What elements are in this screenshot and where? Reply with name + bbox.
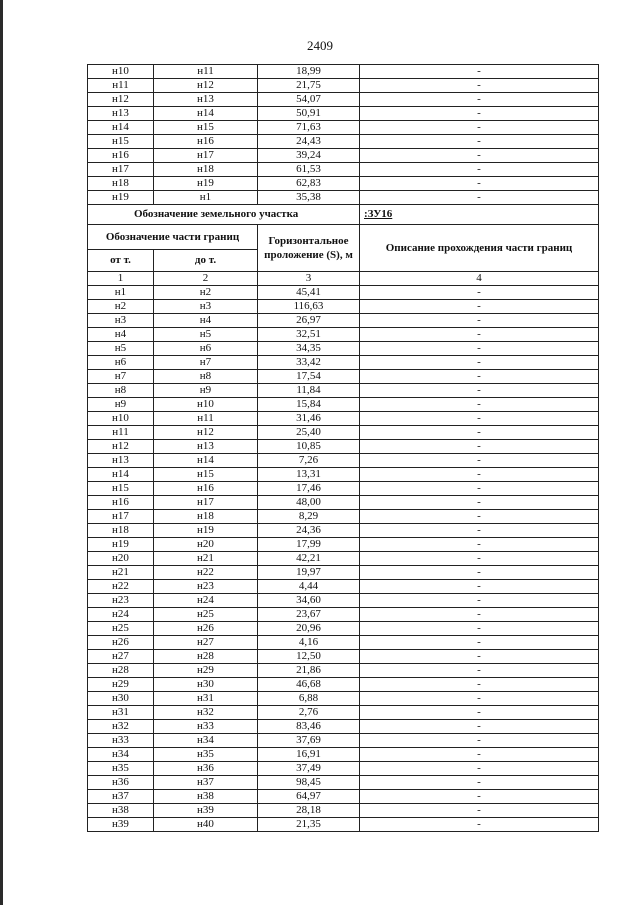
header-block bbox=[88, 205, 599, 286]
table-row bbox=[88, 636, 599, 650]
description-cell: - bbox=[360, 650, 599, 664]
to-point-cell: н1 bbox=[154, 191, 258, 205]
table-row bbox=[88, 135, 599, 149]
from-point-cell: н23 bbox=[88, 594, 154, 608]
header-horizontal: Горизонтальное проложение (S), м bbox=[258, 225, 360, 272]
table-row bbox=[88, 496, 599, 510]
horizontal-distance-cell: 21,86 bbox=[258, 664, 360, 678]
description-cell: - bbox=[360, 608, 599, 622]
to-point-cell: н7 bbox=[154, 356, 258, 370]
from-point-cell: н36 bbox=[88, 776, 154, 790]
from-point-cell: н19 bbox=[88, 538, 154, 552]
table-row bbox=[88, 177, 599, 191]
table-row bbox=[88, 692, 599, 706]
to-point-cell: н27 bbox=[154, 636, 258, 650]
table-row bbox=[88, 580, 599, 594]
from-point-cell: н26 bbox=[88, 636, 154, 650]
table-row bbox=[88, 191, 599, 205]
description-cell: - bbox=[360, 776, 599, 790]
from-point-cell: н8 bbox=[88, 384, 154, 398]
to-point-cell: н13 bbox=[154, 93, 258, 107]
parcel-label: Обозначение земельного участка bbox=[88, 205, 360, 225]
to-point-cell: н12 bbox=[154, 79, 258, 93]
table-row bbox=[88, 706, 599, 720]
table-row bbox=[88, 776, 599, 790]
horizontal-distance-cell: 62,83 bbox=[258, 177, 360, 191]
table-row bbox=[88, 762, 599, 776]
to-point-cell: н23 bbox=[154, 580, 258, 594]
table-row bbox=[88, 804, 599, 818]
boundary-table bbox=[87, 64, 599, 832]
table-row bbox=[88, 678, 599, 692]
horizontal-distance-cell: 61,53 bbox=[258, 163, 360, 177]
horizontal-distance-cell: 12,50 bbox=[258, 650, 360, 664]
to-point-cell: н39 bbox=[154, 804, 258, 818]
horizontal-distance-cell: 17,46 bbox=[258, 482, 360, 496]
description-cell: - bbox=[360, 580, 599, 594]
horizontal-distance-cell: 15,84 bbox=[258, 398, 360, 412]
horizontal-distance-cell: 8,29 bbox=[258, 510, 360, 524]
horizontal-distance-cell: 25,40 bbox=[258, 426, 360, 440]
from-point-cell: н6 bbox=[88, 356, 154, 370]
to-point-cell: н8 bbox=[154, 370, 258, 384]
from-point-cell: н24 bbox=[88, 608, 154, 622]
from-point-cell: н15 bbox=[88, 482, 154, 496]
to-point-cell: н10 bbox=[154, 398, 258, 412]
table-row bbox=[88, 107, 599, 121]
to-point-cell: н33 bbox=[154, 720, 258, 734]
table-row bbox=[88, 622, 599, 636]
description-cell: - bbox=[360, 496, 599, 510]
description-cell: - bbox=[360, 524, 599, 538]
table-row bbox=[88, 468, 599, 482]
from-point-cell: н22 bbox=[88, 580, 154, 594]
to-point-cell: н18 bbox=[154, 510, 258, 524]
horizontal-distance-cell: 20,96 bbox=[258, 622, 360, 636]
table-row bbox=[88, 748, 599, 762]
table-row bbox=[88, 566, 599, 580]
description-cell: - bbox=[360, 314, 599, 328]
from-point-cell: н17 bbox=[88, 163, 154, 177]
horizontal-distance-cell: 24,43 bbox=[258, 135, 360, 149]
to-point-cell: н32 bbox=[154, 706, 258, 720]
main-rows bbox=[88, 286, 599, 832]
table-row bbox=[88, 163, 599, 177]
horizontal-distance-cell: 48,00 bbox=[258, 496, 360, 510]
from-point-cell: н29 bbox=[88, 678, 154, 692]
from-point-cell: н3 bbox=[88, 314, 154, 328]
description-cell: - bbox=[360, 678, 599, 692]
horizontal-distance-cell: 116,63 bbox=[258, 300, 360, 314]
scan-left-edge bbox=[0, 0, 3, 905]
top-rows bbox=[88, 65, 599, 205]
horizontal-distance-cell: 21,35 bbox=[258, 818, 360, 832]
description-cell: - bbox=[360, 384, 599, 398]
description-cell: - bbox=[360, 790, 599, 804]
table-row bbox=[88, 650, 599, 664]
description-cell: - bbox=[360, 65, 599, 79]
table-row bbox=[88, 79, 599, 93]
header-part-boundaries: Обозначение части границ bbox=[88, 225, 258, 250]
table-row bbox=[88, 440, 599, 454]
horizontal-distance-cell: 23,67 bbox=[258, 608, 360, 622]
table-row bbox=[88, 384, 599, 398]
description-cell: - bbox=[360, 552, 599, 566]
from-point-cell: н11 bbox=[88, 79, 154, 93]
from-point-cell: н10 bbox=[88, 412, 154, 426]
from-point-cell: н20 bbox=[88, 552, 154, 566]
horizontal-distance-cell: 6,88 bbox=[258, 692, 360, 706]
table-row bbox=[88, 356, 599, 370]
from-point-cell: н4 bbox=[88, 328, 154, 342]
to-point-cell: н14 bbox=[154, 107, 258, 121]
description-cell: - bbox=[360, 342, 599, 356]
to-point-cell: н29 bbox=[154, 664, 258, 678]
to-point-cell: н19 bbox=[154, 524, 258, 538]
horizontal-distance-cell: 37,69 bbox=[258, 734, 360, 748]
to-point-cell: н16 bbox=[154, 135, 258, 149]
horizontal-distance-cell: 54,07 bbox=[258, 93, 360, 107]
description-cell: - bbox=[360, 720, 599, 734]
horizontal-distance-cell: 98,45 bbox=[258, 776, 360, 790]
horizontal-distance-cell: 4,16 bbox=[258, 636, 360, 650]
horizontal-distance-cell: 13,31 bbox=[258, 468, 360, 482]
to-point-cell: н15 bbox=[154, 121, 258, 135]
from-point-cell: н28 bbox=[88, 664, 154, 678]
from-point-cell: н16 bbox=[88, 149, 154, 163]
horizontal-distance-cell: 28,18 bbox=[258, 804, 360, 818]
description-cell: - bbox=[360, 440, 599, 454]
from-point-cell: н19 bbox=[88, 191, 154, 205]
description-cell: - bbox=[360, 121, 599, 135]
table-row bbox=[88, 65, 599, 79]
to-point-cell: н2 bbox=[154, 286, 258, 300]
table-row bbox=[88, 594, 599, 608]
table-row bbox=[88, 328, 599, 342]
header-row-1 bbox=[88, 225, 599, 250]
table-row bbox=[88, 370, 599, 384]
to-point-cell: н40 bbox=[154, 818, 258, 832]
column-number-row bbox=[88, 272, 599, 286]
to-point-cell: н17 bbox=[154, 496, 258, 510]
from-point-cell: н14 bbox=[88, 468, 154, 482]
to-point-cell: н21 bbox=[154, 552, 258, 566]
to-point-cell: н24 bbox=[154, 594, 258, 608]
from-point-cell: н7 bbox=[88, 370, 154, 384]
description-cell: - bbox=[360, 622, 599, 636]
table-row bbox=[88, 510, 599, 524]
description-cell: - bbox=[360, 538, 599, 552]
to-point-cell: н18 bbox=[154, 163, 258, 177]
from-point-cell: н5 bbox=[88, 342, 154, 356]
description-cell: - bbox=[360, 692, 599, 706]
description-cell: - bbox=[360, 426, 599, 440]
description-cell: - bbox=[360, 107, 599, 121]
to-point-cell: н3 bbox=[154, 300, 258, 314]
horizontal-distance-cell: 7,26 bbox=[258, 454, 360, 468]
to-point-cell: н36 bbox=[154, 762, 258, 776]
from-point-cell: н30 bbox=[88, 692, 154, 706]
horizontal-distance-cell: 34,60 bbox=[258, 594, 360, 608]
parcel-row bbox=[88, 205, 599, 225]
horizontal-distance-cell: 34,35 bbox=[258, 342, 360, 356]
to-point-cell: н16 bbox=[154, 482, 258, 496]
header-description: Описание прохождения части границ bbox=[360, 225, 599, 272]
column-number: 4 bbox=[360, 272, 599, 286]
parcel-value: :ЗУ16 bbox=[360, 205, 599, 225]
page-number: 2409 bbox=[307, 38, 333, 53]
description-cell: - bbox=[360, 412, 599, 426]
description-cell: - bbox=[360, 636, 599, 650]
to-point-cell: н5 bbox=[154, 328, 258, 342]
table-row bbox=[88, 342, 599, 356]
table-row bbox=[88, 93, 599, 107]
table-row bbox=[88, 300, 599, 314]
from-point-cell: н25 bbox=[88, 622, 154, 636]
to-point-cell: н9 bbox=[154, 384, 258, 398]
description-cell: - bbox=[360, 664, 599, 678]
to-point-cell: н15 bbox=[154, 468, 258, 482]
description-cell: - bbox=[360, 734, 599, 748]
from-point-cell: н12 bbox=[88, 93, 154, 107]
from-point-cell: н39 bbox=[88, 818, 154, 832]
from-point-cell: н37 bbox=[88, 790, 154, 804]
table-row bbox=[88, 608, 599, 622]
table-row bbox=[88, 398, 599, 412]
to-point-cell: н11 bbox=[154, 412, 258, 426]
horizontal-distance-cell: 46,68 bbox=[258, 678, 360, 692]
to-point-cell: н6 bbox=[154, 342, 258, 356]
horizontal-distance-cell: 16,91 bbox=[258, 748, 360, 762]
to-point-cell: н12 bbox=[154, 426, 258, 440]
description-cell: - bbox=[360, 482, 599, 496]
from-point-cell: н33 bbox=[88, 734, 154, 748]
description-cell: - bbox=[360, 79, 599, 93]
description-cell: - bbox=[360, 818, 599, 832]
table-row bbox=[88, 524, 599, 538]
table-row bbox=[88, 426, 599, 440]
from-point-cell: н13 bbox=[88, 107, 154, 121]
description-cell: - bbox=[360, 706, 599, 720]
table-row bbox=[88, 664, 599, 678]
horizontal-distance-cell: 18,99 bbox=[258, 65, 360, 79]
from-point-cell: н9 bbox=[88, 398, 154, 412]
from-point-cell: н14 bbox=[88, 121, 154, 135]
to-point-cell: н22 bbox=[154, 566, 258, 580]
table-row bbox=[88, 314, 599, 328]
table-row bbox=[88, 412, 599, 426]
from-point-cell: н13 bbox=[88, 454, 154, 468]
to-point-cell: н14 bbox=[154, 454, 258, 468]
description-cell: - bbox=[360, 468, 599, 482]
horizontal-distance-cell: 37,49 bbox=[258, 762, 360, 776]
horizontal-distance-cell: 17,99 bbox=[258, 538, 360, 552]
horizontal-distance-cell: 42,21 bbox=[258, 552, 360, 566]
from-point-cell: н18 bbox=[88, 524, 154, 538]
description-cell: - bbox=[360, 370, 599, 384]
description-cell: - bbox=[360, 594, 599, 608]
to-point-cell: н35 bbox=[154, 748, 258, 762]
table-row bbox=[88, 552, 599, 566]
description-cell: - bbox=[360, 328, 599, 342]
description-cell: - bbox=[360, 149, 599, 163]
from-point-cell: н2 bbox=[88, 300, 154, 314]
from-point-cell: н21 bbox=[88, 566, 154, 580]
from-point-cell: н27 bbox=[88, 650, 154, 664]
to-point-cell: н31 bbox=[154, 692, 258, 706]
horizontal-distance-cell: 50,91 bbox=[258, 107, 360, 121]
description-cell: - bbox=[360, 163, 599, 177]
horizontal-distance-cell: 64,97 bbox=[258, 790, 360, 804]
description-cell: - bbox=[360, 398, 599, 412]
from-point-cell: н18 bbox=[88, 177, 154, 191]
description-cell: - bbox=[360, 300, 599, 314]
horizontal-distance-cell: 11,84 bbox=[258, 384, 360, 398]
horizontal-distance-cell: 2,76 bbox=[258, 706, 360, 720]
from-point-cell: н11 bbox=[88, 426, 154, 440]
to-point-cell: н4 bbox=[154, 314, 258, 328]
description-cell: - bbox=[360, 748, 599, 762]
from-point-cell: н17 bbox=[88, 510, 154, 524]
from-point-cell: н32 bbox=[88, 720, 154, 734]
description-cell: - bbox=[360, 762, 599, 776]
table-row bbox=[88, 790, 599, 804]
table-row bbox=[88, 482, 599, 496]
from-point-cell: н31 bbox=[88, 706, 154, 720]
table-row bbox=[88, 454, 599, 468]
to-point-cell: н19 bbox=[154, 177, 258, 191]
table-row bbox=[88, 538, 599, 552]
header-from: от т. bbox=[88, 250, 154, 272]
from-point-cell: н10 bbox=[88, 65, 154, 79]
horizontal-distance-cell: 10,85 bbox=[258, 440, 360, 454]
description-cell: - bbox=[360, 356, 599, 370]
to-point-cell: н25 bbox=[154, 608, 258, 622]
horizontal-distance-cell: 39,24 bbox=[258, 149, 360, 163]
to-point-cell: н38 bbox=[154, 790, 258, 804]
table-row bbox=[88, 149, 599, 163]
horizontal-distance-cell: 4,44 bbox=[258, 580, 360, 594]
to-point-cell: н28 bbox=[154, 650, 258, 664]
to-point-cell: н13 bbox=[154, 440, 258, 454]
horizontal-distance-cell: 31,46 bbox=[258, 412, 360, 426]
from-point-cell: н16 bbox=[88, 496, 154, 510]
from-point-cell: н34 bbox=[88, 748, 154, 762]
from-point-cell: н15 bbox=[88, 135, 154, 149]
to-point-cell: н11 bbox=[154, 65, 258, 79]
description-cell: - bbox=[360, 804, 599, 818]
table-row bbox=[88, 818, 599, 832]
description-cell: - bbox=[360, 135, 599, 149]
table-row bbox=[88, 286, 599, 300]
horizontal-distance-cell: 33,42 bbox=[258, 356, 360, 370]
column-number: 2 bbox=[154, 272, 258, 286]
to-point-cell: н26 bbox=[154, 622, 258, 636]
horizontal-distance-cell: 26,97 bbox=[258, 314, 360, 328]
to-point-cell: н20 bbox=[154, 538, 258, 552]
horizontal-distance-cell: 19,97 bbox=[258, 566, 360, 580]
header-to: до т. bbox=[154, 250, 258, 272]
horizontal-distance-cell: 71,63 bbox=[258, 121, 360, 135]
description-cell: - bbox=[360, 177, 599, 191]
description-cell: - bbox=[360, 454, 599, 468]
from-point-cell: н12 bbox=[88, 440, 154, 454]
from-point-cell: н35 bbox=[88, 762, 154, 776]
description-cell: - bbox=[360, 510, 599, 524]
table-row bbox=[88, 121, 599, 135]
horizontal-distance-cell: 32,51 bbox=[258, 328, 360, 342]
horizontal-distance-cell: 24,36 bbox=[258, 524, 360, 538]
to-point-cell: н34 bbox=[154, 734, 258, 748]
horizontal-distance-cell: 83,46 bbox=[258, 720, 360, 734]
horizontal-distance-cell: 21,75 bbox=[258, 79, 360, 93]
horizontal-distance-cell: 17,54 bbox=[258, 370, 360, 384]
from-point-cell: н38 bbox=[88, 804, 154, 818]
table-row bbox=[88, 734, 599, 748]
description-cell: - bbox=[360, 566, 599, 580]
column-number: 1 bbox=[88, 272, 154, 286]
column-number: 3 bbox=[258, 272, 360, 286]
table-row bbox=[88, 720, 599, 734]
description-cell: - bbox=[360, 93, 599, 107]
to-point-cell: н37 bbox=[154, 776, 258, 790]
description-cell: - bbox=[360, 286, 599, 300]
horizontal-distance-cell: 45,41 bbox=[258, 286, 360, 300]
to-point-cell: н17 bbox=[154, 149, 258, 163]
to-point-cell: н30 bbox=[154, 678, 258, 692]
horizontal-distance-cell: 35,38 bbox=[258, 191, 360, 205]
from-point-cell: н1 bbox=[88, 286, 154, 300]
description-cell: - bbox=[360, 191, 599, 205]
